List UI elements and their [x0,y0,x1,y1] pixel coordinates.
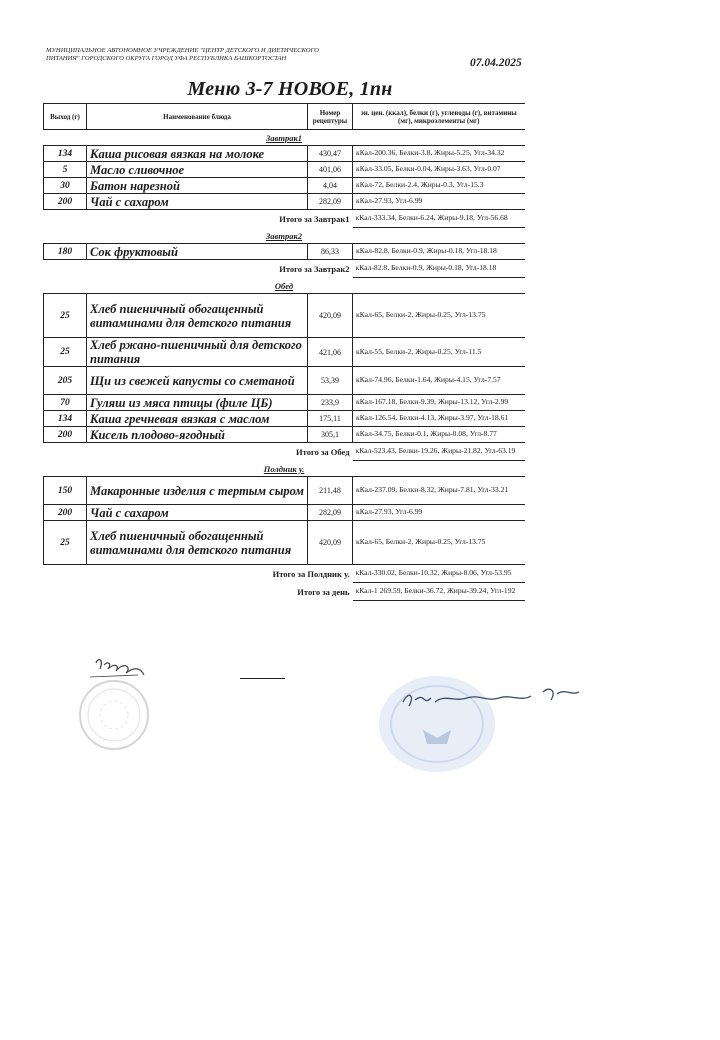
dish-name: Каша гречневая вязкая с маслом [87,411,308,427]
section-row [44,130,525,146]
section-row [44,278,525,294]
section-total-label: Итого за Завтрак2 [279,263,350,274]
section-total-row [44,565,525,583]
menu-table [43,103,525,601]
table-row [44,194,525,210]
section-total-label: Итого за Завтрак1 [279,213,350,224]
section-total-value: кКал-330.02, Белки-10.32, Жиры-8.06, Угл-53.95 [353,565,525,583]
section-row [44,228,525,244]
dish-output: 200 [44,427,87,443]
stamp-icon [375,672,595,782]
dish-recipe-number: 282,09 [308,505,353,521]
section-total-value: кКал-333.34, Белки-6.24, Жиры-9.18, Угл-56.68 [353,210,525,228]
dish-output: 25 [44,294,87,338]
dish-nutrition: кКал-55, Белки-2, Жиры-0.25, Угл-11.5 [353,338,525,367]
dish-name: Масло сливочное [87,162,308,178]
dish-nutrition: кКал-200.36, Белки-3.8, Жиры-5.25, Угл-34.32 [353,146,525,162]
dish-recipe-number: 86,33 [308,244,353,260]
table-row [44,294,525,338]
dish-name: Чай с сахаром [87,194,308,210]
dish-nutrition: кКал-167.18, Белки-9.39, Жиры-13.12, Угл-2.99 [353,395,525,411]
section-total-label: Итого за Обед [296,446,350,457]
day-total-value: кКал-1 269.59, Белки-36.72, Жиры-39.24, Угл-192 [353,583,525,601]
table-row [44,427,525,443]
dish-nutrition: кКал-82.8, Белки-0.9, Жиры-0.18, Угл-18.18 [353,244,525,260]
dish-nutrition: кКал-33.05, Белки-0.04, Жиры-3.63, Угл-0.07 [353,162,525,178]
dish-output: 200 [44,194,87,210]
section-total-row [44,210,525,228]
day-total-row [44,583,525,601]
dish-output: 25 [44,338,87,367]
organization-name: МУНИЦИПАЛЬНОЕ АВТОНОМНОЕ УЧРЕЖДЕНИЕ "ЦЕНТР ДЕТСКОГО И ДИЕТИЧЕСКОГО ПИТАНИЯ" ГОРОДСКОГО ОКРУГА ГОРОД УФА РЕСПУБЛИКА БАШКОРТОСТАН [46,47,319,62]
section-title: Обед [274,280,294,291]
section-title: Завтрак2 [265,230,303,241]
col-header-output: Выход (г) [44,104,87,130]
dish-output: 205 [44,367,87,395]
dish-recipe-number: 401,06 [308,162,353,178]
dish-output: 150 [44,477,87,505]
dish-output: 180 [44,244,87,260]
dish-recipe-number: 175,11 [308,411,353,427]
table-row [44,244,525,260]
day-total-label: Итого за день [297,586,350,597]
col-header-nutrition: эн. цен. (ккал), белки (г), углеводы (г), витамины (мг), микроэлементы (мг) [353,104,525,130]
table-row [44,521,525,565]
table-row [44,477,525,505]
menu-body [44,130,525,601]
table-row [44,178,525,194]
menu-date: 07.04.2025 [470,57,522,69]
dish-recipe-number: 53,39 [308,367,353,395]
dish-output: 134 [44,146,87,162]
dish-name: Каша рисовая вязкая на молоке [87,146,308,162]
stamp-left-icon [80,681,148,749]
dish-name: Макаронные изделия с тертым сыром [87,477,308,505]
signature-stamp-left [78,655,158,760]
signature-stamp-right [375,672,595,787]
dish-name: Кисель плодово-ягодный [87,427,308,443]
dish-nutrition: кКал-27.93, Угл-6.99 [353,505,525,521]
table-header-row [44,104,525,130]
col-header-name: Наименование блюда [87,104,308,130]
dish-name: Сок фруктовый [87,244,308,260]
dish-output: 70 [44,395,87,411]
dish-nutrition: кКал-237.09, Белки-8.32, Жиры-7.81, Угл-33.21 [353,477,525,505]
dish-nutrition: кКал-65, Белки-2, Жиры-0.25, Угл-13.75 [353,294,525,338]
table-row [44,395,525,411]
dish-recipe-number: 211,48 [308,477,353,505]
table-row [44,367,525,395]
dish-output: 134 [44,411,87,427]
dish-recipe-number: 421,06 [308,338,353,367]
dish-output: 25 [44,521,87,565]
table-row [44,146,525,162]
dish-name: Гуляш из мяса птицы (филе ЦБ) [87,395,308,411]
dish-name: Батон нарезной [87,178,308,194]
page-title: Меню 3-7 НОВОЕ, 1пн [187,78,393,100]
section-title: Полдник у. [263,463,305,474]
dish-output: 30 [44,178,87,194]
dish-nutrition: кКал-74.96, Белки-1.64, Жиры-4.15, Угл-7.57 [353,367,525,395]
dish-recipe-number: 305,1 [308,427,353,443]
dish-recipe-number: 4,04 [308,178,353,194]
dish-name: Хлеб пшеничный обогащенный витаминами для детского питания [87,294,308,338]
dish-name: Чай с сахаром [87,505,308,521]
section-total-label: Итого за Полдник у. [272,568,350,579]
dish-recipe-number: 430,47 [308,146,353,162]
dish-output: 200 [44,505,87,521]
dish-nutrition: кКал-65, Белки-2, Жиры-0.25, Угл-13.75 [353,521,525,565]
section-total-row [44,260,525,278]
table-row [44,162,525,178]
dish-recipe-number: 233,9 [308,395,353,411]
table-row [44,411,525,427]
dish-recipe-number: 282,09 [308,194,353,210]
section-title: Завтрак1 [265,132,303,143]
dish-nutrition: кКал-72, Белки-2.4, Жиры-0.3, Угл-15.3 [353,178,525,194]
dish-nutrition: кКал-27.93, Угл-6.99 [353,194,525,210]
section-total-value: кКал-523.43, Белки-19.26, Жиры-21.82, Угл-63.19 [353,443,525,461]
section-total-value: кКал-82.8, Белки-0.9, Жиры-0.18, Угл-18.18 [353,260,525,278]
dish-nutrition: кКал-34.75, Белки-0.1, Жиры-0.08, Угл-8.77 [353,427,525,443]
table-row [44,338,525,367]
section-total-row [44,443,525,461]
dish-recipe-number: 420,09 [308,294,353,338]
signature-line [240,678,285,679]
dish-name: Хлеб пшеничный обогащенный витаминами для детского питания [87,521,308,565]
col-header-recipe: Номер рецептуры [308,104,353,130]
dish-recipe-number: 420,09 [308,521,353,565]
dish-nutrition: кКал-126.54, Белки-4.13, Жиры-3.97, Угл-18.61 [353,411,525,427]
dish-name: Щи из свежей капусты со сметаной [87,367,308,395]
section-row [44,461,525,477]
signature-icon [78,655,158,755]
table-row [44,505,525,521]
dish-output: 5 [44,162,87,178]
dish-name: Хлеб ржано-пшеничный для детского питания [87,338,308,367]
